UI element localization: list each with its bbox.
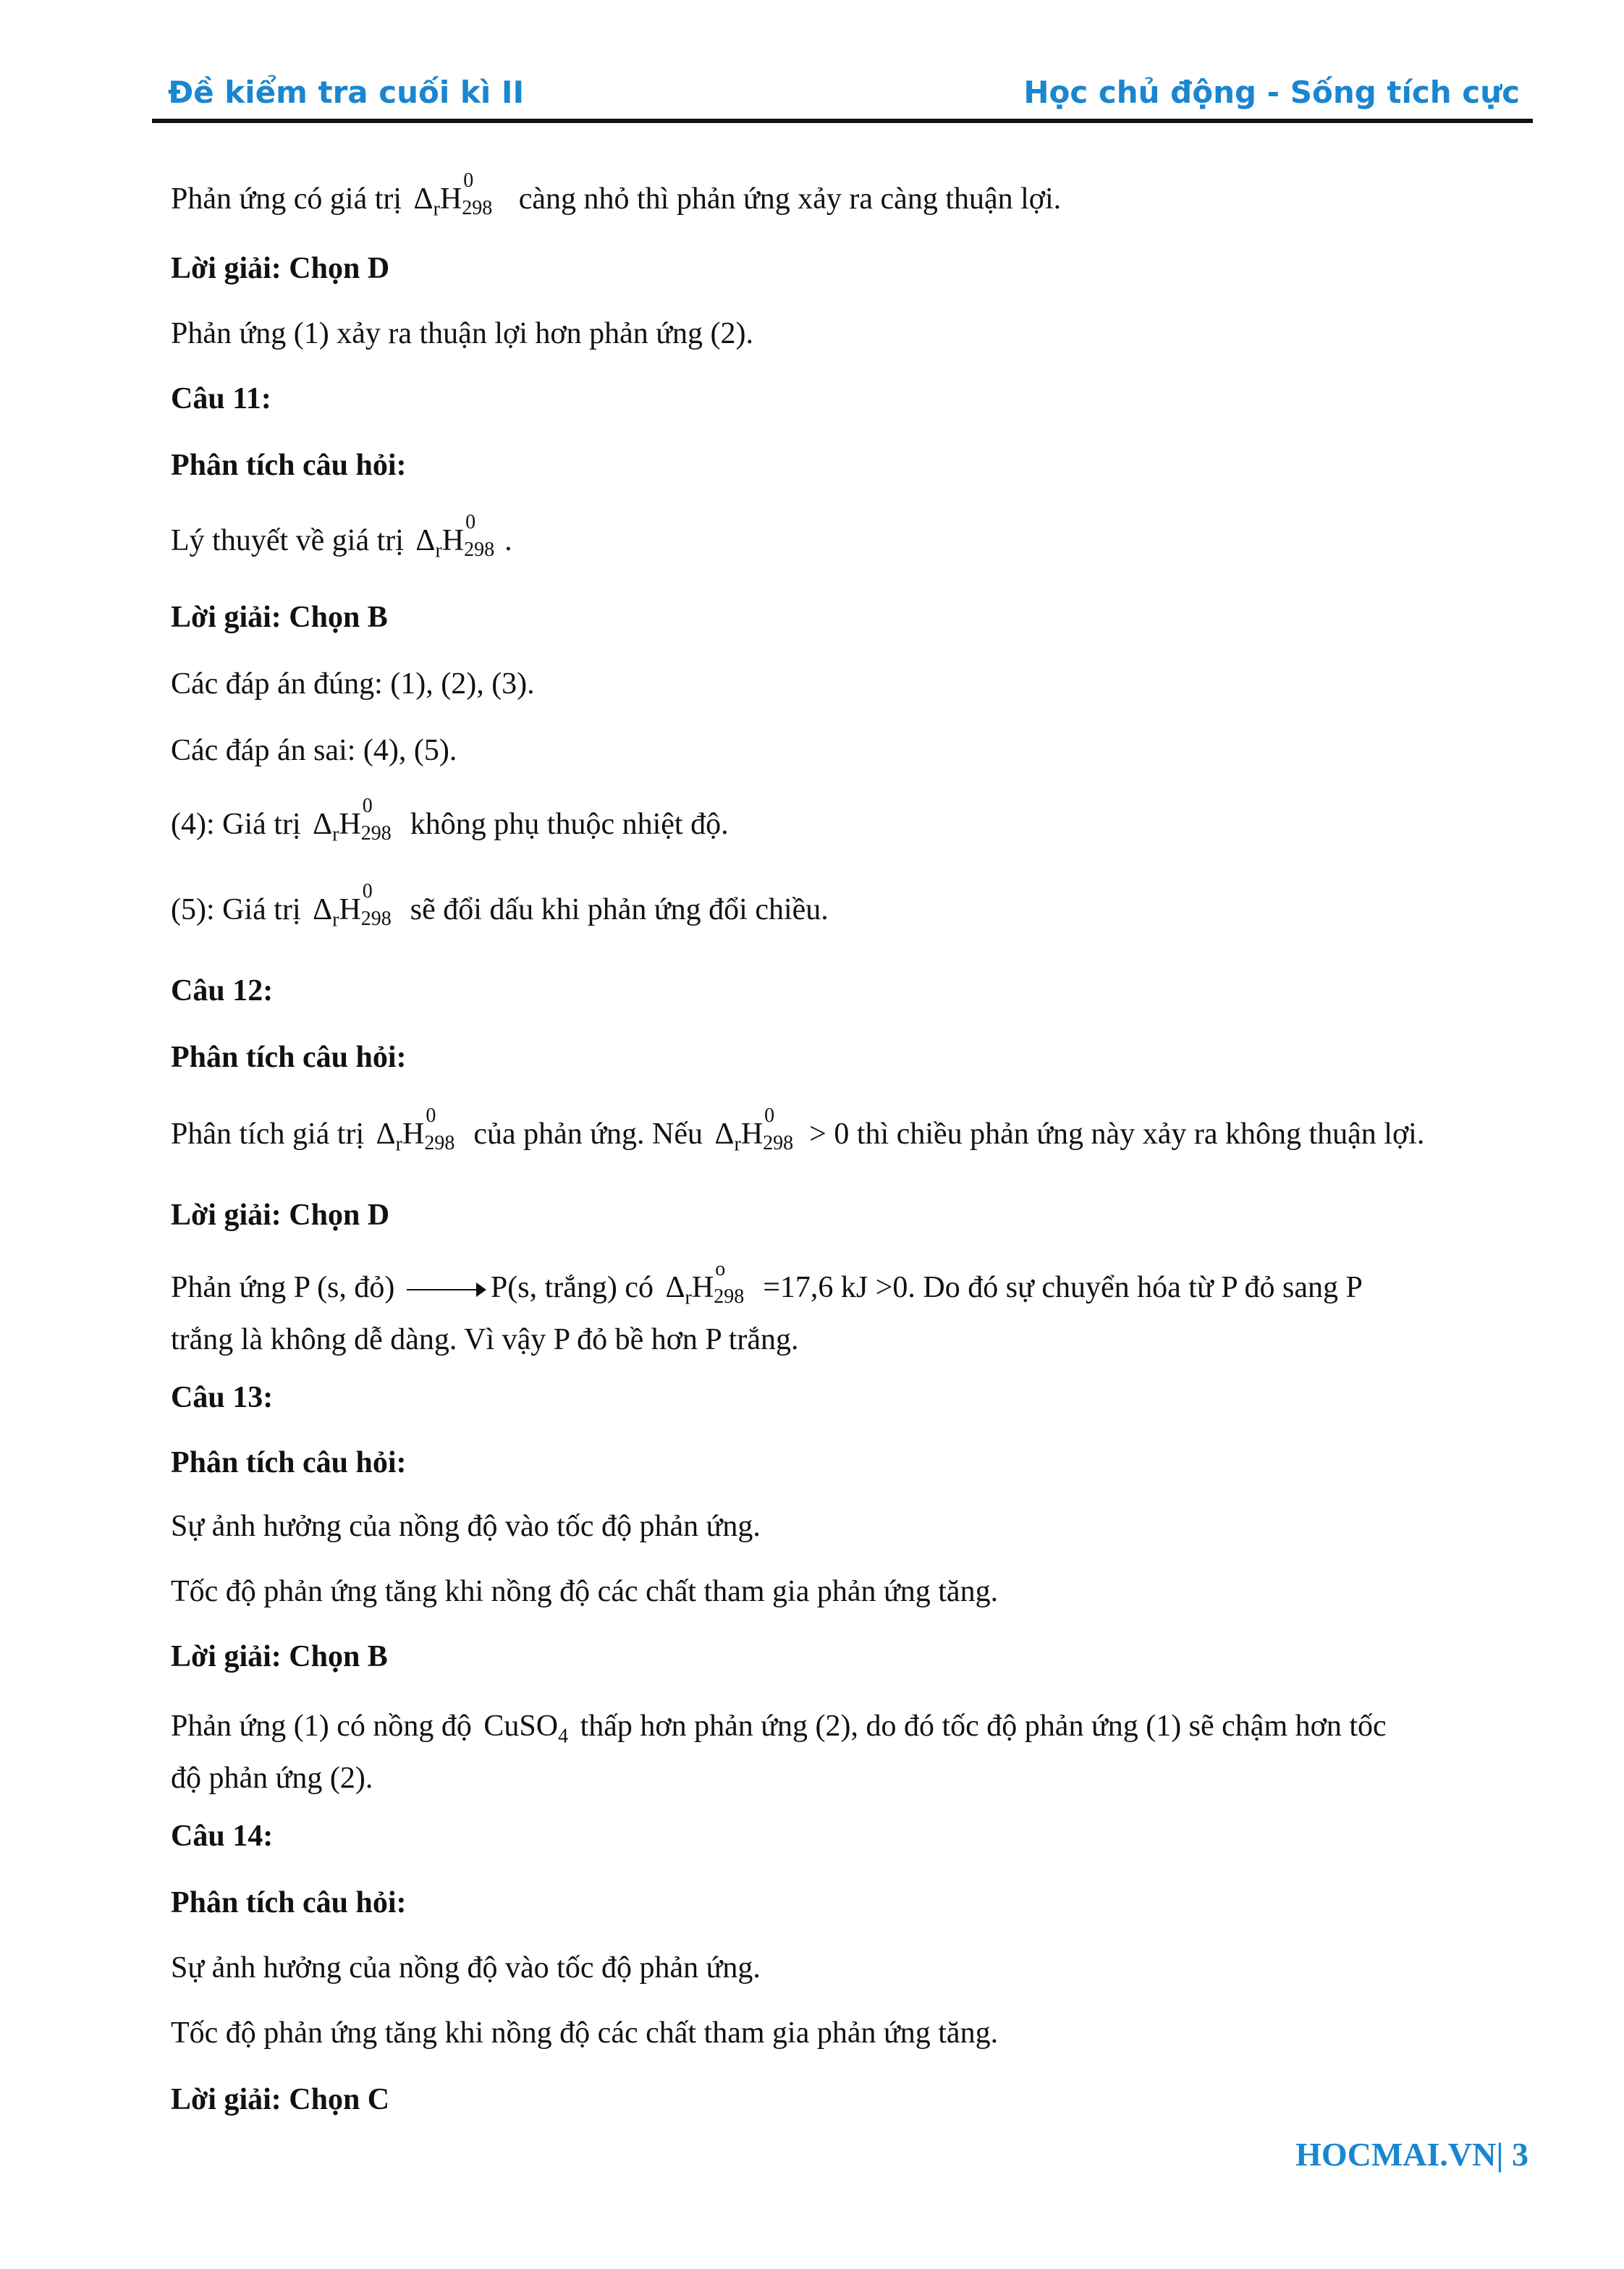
answer-heading: Lời giải: Chọn D <box>171 252 390 285</box>
text: . <box>504 524 512 557</box>
paragraph: Sự ảnh hưởng của nồng độ vào tốc độ phản ứng. <box>171 1510 761 1543</box>
answer-heading: Lời giải: Chọn B <box>171 1640 388 1673</box>
paragraph: Tốc độ phản ứng tăng khi nồng độ các chất tham gia phản ứng tăng. <box>171 2016 999 2050</box>
paragraph: Các đáp án đúng: (1), (2), (3). <box>171 667 535 701</box>
paragraph: trắng là không dễ dàng. Vì vậy P đỏ bề hơn P trắng. <box>171 1323 799 1356</box>
chemical-formula: CuSO$_4$ <box>483 1710 569 1748</box>
paragraph <box>171 169 1062 229</box>
analysis-heading: Phân tích câu hỏi: <box>171 1446 407 1479</box>
paragraph: Phản ứng (1) xảy ra thuận lợi hơn phản ứng (2). <box>171 317 753 350</box>
paragraph: Tốc độ phản ứng tăng khi nồng độ các chất tham gia phản ứng tăng. <box>171 1575 999 1608</box>
text: Phản ứng (1) có nồng độ <box>171 1710 472 1743</box>
analysis-heading: Phân tích câu hỏi: <box>171 1041 407 1074</box>
enthalpy-formula: $\Delta_rH$ 0 298 <box>714 1104 794 1156</box>
enthalpy-formula: $\Delta_rH$ o 298 <box>665 1258 745 1309</box>
analysis-heading: Phân tích câu hỏi: <box>171 449 407 482</box>
enthalpy-formula: $\Delta_rH$ 0 298 <box>376 1104 455 1156</box>
header-divider <box>152 119 1533 123</box>
text: Lý thuyết về giá trị <box>171 524 404 557</box>
text: P(s, trắng) có <box>490 1271 654 1304</box>
text: Phản ứng P (s, đỏ) <box>171 1271 395 1304</box>
enthalpy-formula: $\Delta_rH$ 0 298 <box>413 169 493 221</box>
paragraph: Các đáp án sai: (4), (5). <box>171 734 457 767</box>
paragraph: Sự ảnh hưởng của nồng độ vào tốc độ phản ứng. <box>171 1951 761 1985</box>
paragraph <box>171 1104 1425 1164</box>
answer-heading: Lời giải: Chọn D <box>171 1199 390 1232</box>
text: (5): Giá trị <box>171 893 301 926</box>
paragraph <box>171 1707 1387 1756</box>
text: càng nhỏ thì phản ứng xảy ra càng thuận lợi. <box>518 182 1062 216</box>
text: > 0 thì chiều phản ứng này xảy ra không thuận lợi. <box>809 1117 1425 1151</box>
paragraph <box>171 880 829 939</box>
paragraph <box>171 795 729 854</box>
text: =17,6 kJ >0. Do đó sự chuyển hóa từ P đỏ sang P <box>763 1271 1363 1304</box>
paragraph <box>171 1258 1363 1317</box>
text: của phản ứng. Nếu <box>473 1117 703 1151</box>
question-heading: Câu 12: <box>171 974 274 1007</box>
answer-heading: Lời giải: Chọn C <box>171 2083 390 2116</box>
page-footer <box>1295 2135 1528 2173</box>
text: Phân tích giá trị <box>171 1117 365 1151</box>
enthalpy-formula: $\Delta_rH$ 0 298 <box>313 880 392 931</box>
text: Phản ứng có giá trị <box>171 182 402 216</box>
header-left-title: Đề kiểm tra cuối kì II <box>168 75 525 110</box>
question-heading: Câu 11: <box>171 382 271 415</box>
enthalpy-formula: $\Delta_rH$ 0 298 <box>415 511 495 562</box>
page-header <box>161 72 1528 123</box>
text: (4): Giá trị <box>171 808 301 841</box>
header-right-title: Học chủ động - Sống tích cực <box>1023 75 1520 110</box>
page-number: 3 <box>1512 2136 1528 2173</box>
text: không phụ thuộc nhiệt độ. <box>410 808 729 841</box>
reaction-arrow-icon <box>407 1286 486 1293</box>
footer-brand: HOCMAI.VN| <box>1295 2136 1504 2173</box>
paragraph: độ phản ứng (2). <box>171 1762 373 1795</box>
text: thấp hơn phản ứng (2), do đó tốc độ phản ứng (1) sẽ chậm hơn tốc <box>580 1710 1387 1743</box>
paragraph <box>171 511 512 570</box>
question-heading: Câu 13: <box>171 1381 274 1414</box>
analysis-heading: Phân tích câu hỏi: <box>171 1886 407 1919</box>
question-heading: Câu 14: <box>171 1820 274 1853</box>
enthalpy-formula: $\Delta_rH$ 0 298 <box>313 795 392 846</box>
answer-heading: Lời giải: Chọn B <box>171 601 388 634</box>
text: sẽ đổi dấu khi phản ứng đổi chiều. <box>410 893 829 926</box>
